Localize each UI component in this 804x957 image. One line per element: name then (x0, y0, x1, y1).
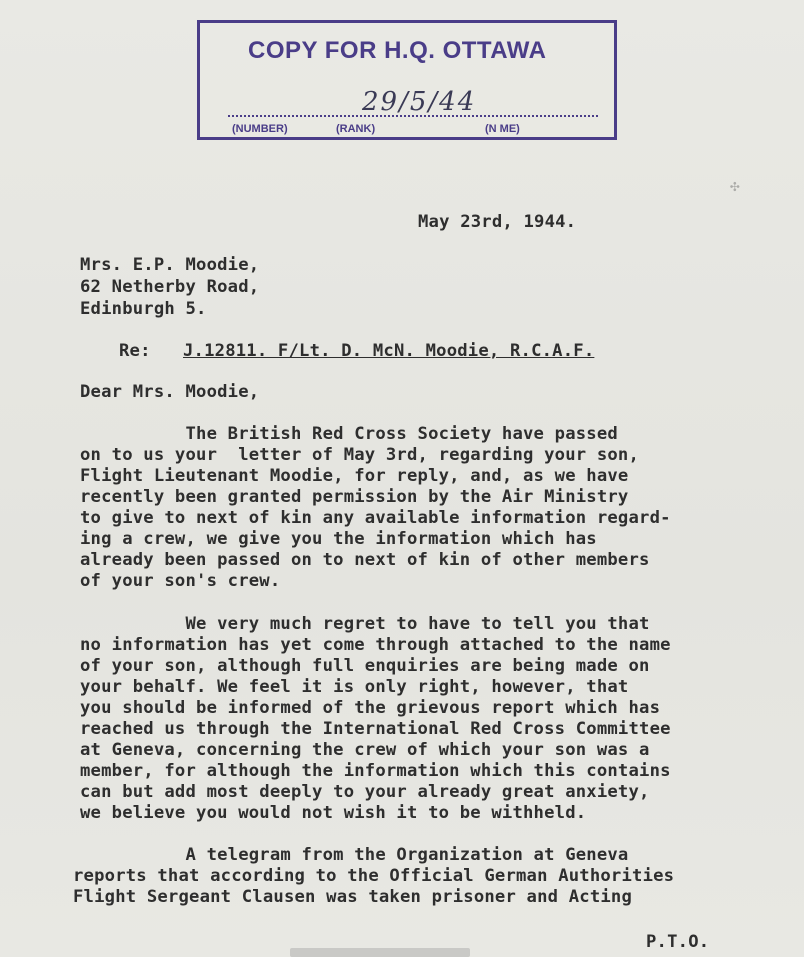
stamp-label-rank: (RANK) (336, 123, 376, 135)
body-line: reports that according to the Official German Authorities (73, 866, 675, 886)
stamp-dotted-line (228, 115, 598, 117)
body-line: already been passed on to next of kin of other members (80, 550, 650, 570)
body-line: recently been granted permission by the Air Ministry (80, 487, 629, 507)
address-line: 62 Netherby Road, (80, 277, 260, 297)
re-label: Re: (119, 341, 151, 361)
body-line: ing a crew, we give you the information which has (80, 529, 597, 549)
body-line: Flight Sergeant Clausen was taken prisoner and Acting (73, 887, 633, 907)
stamp-label-number: (NUMBER) (232, 123, 288, 135)
re-subject: J.12811. F/Lt. D. McN. Moodie, R.C.A.F. (183, 341, 595, 361)
body-line: we believe you would not wish it to be withheld. (80, 803, 587, 823)
body-line: to give to next of kin any available information regard- (80, 508, 671, 528)
body-line: you should be informed of the grievous report which has (80, 698, 661, 718)
body-line: on to us your letter of May 3rd, regarding your son, (80, 445, 640, 465)
address-line: Edinburgh 5. (80, 299, 207, 319)
body-line: member, for although the information which this contains (80, 761, 671, 781)
corner-mark: ✣ (730, 176, 740, 195)
body-line: at Geneva, concerning the crew of which your son was a (80, 740, 650, 760)
stamp-title: COPY FOR H.Q. OTTAWA (248, 37, 547, 64)
body-line: reached us through the International Red Cross Committee (80, 719, 671, 739)
address-line: Mrs. E.P. Moodie, (80, 255, 260, 275)
stamp-label-name: (N ME) (485, 123, 520, 135)
body-line: The British Red Cross Society have passed (80, 424, 618, 444)
stamp-handwritten-date: 29/5/44 (362, 87, 477, 117)
body-line: A telegram from the Organization at Geneva (80, 845, 629, 865)
body-line: We very much regret to have to tell you that (80, 614, 650, 634)
body-line: of your son's crew. (80, 571, 281, 591)
body-line: no information has yet come through attached to the name (80, 635, 671, 655)
body-line: your behalf. We feel it is only right, however, that (80, 677, 629, 697)
body-line: Flight Lieutenant Moodie, for reply, and, as we have (80, 466, 629, 486)
scan-artifact (290, 948, 470, 957)
letter-date: May 23rd, 1944. (418, 212, 577, 232)
pto-marker: P.T.O. (646, 932, 710, 952)
body-line: can but add most deeply to your already great anxiety, (80, 782, 650, 802)
body-line: of your son, although full enquiries are being made on (80, 656, 650, 676)
salutation: Dear Mrs. Moodie, (80, 382, 260, 402)
copy-stamp (197, 20, 617, 140)
